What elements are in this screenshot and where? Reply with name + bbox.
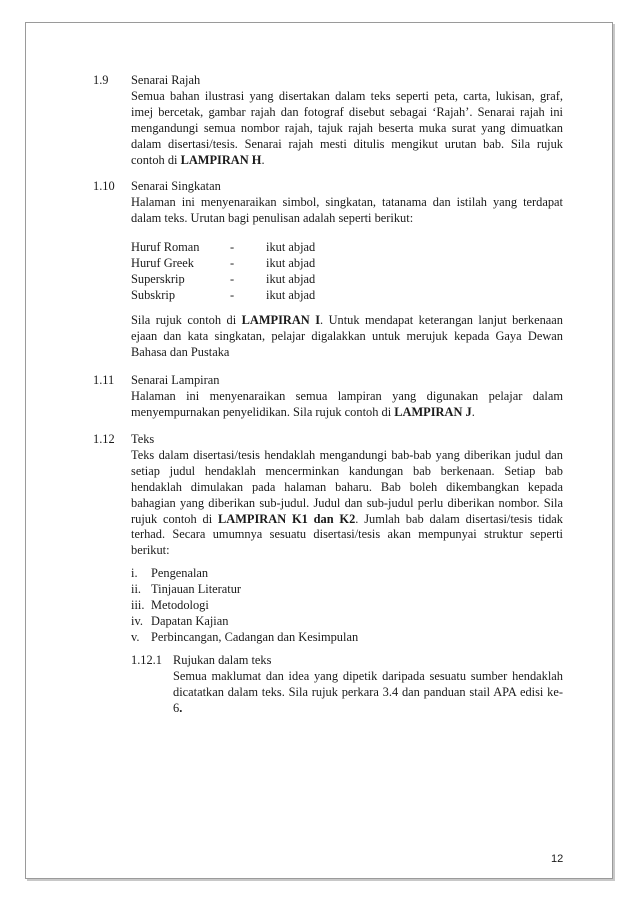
list-item (131, 566, 431, 582)
paragraph-text: Semua bahan ilustrasi yang disertakan dalam teks seperti peta, carta, lukisan, graf, imej bercetak, gambar rajah dan fotograf disebut sebagai ‘Rajah’. Senarai rajah ini mengandungi semua nombor rajah, tajuk rajah beserta muka surat yang dimuatkan dalam disertasi/tesis. Senarai rajah mesti ditulis mengikut urutan bab. Sila rujuk contoh di (131, 88, 563, 167)
table-cell-rule: ikut abjad (266, 287, 316, 302)
appendix-reference: LAMPIRAN I (241, 313, 321, 327)
section-senarai-singkatan (93, 179, 563, 227)
subsection-number: 1.12.1 (131, 653, 162, 667)
section-number: 1.12 (93, 432, 115, 446)
paragraph-text: . Jumlah bab dalam disertasi/tesis tidak terhad. Secara umumnya sesuatu disertasi/tesis akan mempunyai struktur seperti berikut: (131, 511, 563, 558)
table-row (131, 288, 431, 304)
list-item (131, 630, 431, 646)
list-item (131, 614, 431, 630)
paragraph-text: . (471, 404, 475, 419)
list-numeral: i. (131, 566, 138, 580)
paragraph-text: Teks dalam disertasi/tesis hendaklah mengandungi bab-bab yang diberikan judul dan setiap judul hendaklah mencerminkan kandungan bab berkenaan. Setiap bab hendaklah dimulakan pada halaman baharu. Bab boleh dikembangkan kepada bahagian yang diberikan sub-judul. Judul dan sub-judul perlu diberikan nombor. Sila rujuk contoh di (131, 447, 563, 526)
table-cell-rule: ikut abjad (266, 240, 316, 254)
section-singkatan-note (93, 313, 563, 361)
subsection-paragraph (173, 669, 563, 717)
table-cell-dash: - (230, 255, 235, 270)
section-number: 1.10 (93, 179, 115, 193)
section-paragraph (131, 389, 563, 421)
subsection-title: Rujukan dalam teks (173, 653, 272, 667)
list-label: Tinjauan Literatur (151, 581, 242, 596)
section-senarai-rajah (93, 73, 563, 168)
list-numeral: iv. (131, 613, 143, 628)
section-title: Senarai Singkatan (131, 179, 221, 193)
paragraph-text: . (179, 700, 183, 715)
section-paragraph (131, 448, 563, 559)
table-cell-dash: - (230, 287, 235, 302)
list-label: Metodologi (151, 597, 209, 612)
page-number: 12 (551, 853, 564, 865)
paragraph-text: Semua maklumat dan idea yang dipetik daripada sesuatu sumber hendaklah dicatatkan dalam teks. Sila rujuk perkara 3.4 dan panduan stail APA edisi ke-6 (173, 668, 563, 715)
list-numeral: ii. (131, 581, 141, 596)
section-title: Senarai Lampiran (131, 373, 220, 387)
chapter-structure-list (131, 566, 431, 645)
section-paragraph (131, 313, 563, 361)
table-cell-rule: ikut abjad (266, 255, 316, 270)
list-item (131, 582, 431, 598)
section-teks (93, 432, 563, 559)
section-number: 1.9 (93, 73, 109, 87)
table-cell-dash: - (230, 271, 235, 286)
section-title: Senarai Rajah (131, 73, 201, 87)
paragraph-text: . (261, 152, 265, 167)
list-numeral: iii. (131, 597, 145, 612)
subsection-rujukan-dalam-teks (131, 653, 563, 717)
appendix-reference: LAMPIRAN K1 dan K2 (218, 511, 356, 526)
section-paragraph: Halaman ini menyenaraikan simbol, singkatan, tatanama dan istilah yang terdapat dalam teks. Urutan bagi penulisan adalah seperti berikut: (131, 194, 563, 225)
section-number: 1.11 (93, 373, 115, 387)
section-senarai-lampiran (93, 373, 563, 421)
list-label: Pengenalan (151, 566, 209, 580)
list-label: Dapatan Kajian (151, 613, 229, 628)
table-cell-term: Huruf Greek (131, 255, 194, 270)
table-cell-term: Subskrip (131, 287, 176, 302)
table-row (131, 240, 431, 256)
list-label: Perbincangan, Cadangan dan Kesimpulan (151, 629, 359, 644)
table-row (131, 272, 431, 288)
section-title: Teks (131, 432, 155, 446)
abbreviation-order-table (131, 240, 431, 304)
table-cell-rule: ikut abjad (266, 271, 316, 286)
table-row (131, 256, 431, 272)
paragraph-text: . Untuk mendapat keterangan lanjut berkenaan ejaan dan kata singkatan, pelajar digalakkan untuk merujuk kepada Gaya Dewan Bahasa dan Pustaka (131, 313, 564, 359)
section-paragraph (131, 89, 563, 169)
table-cell-term: Superskrip (131, 271, 185, 286)
list-item (131, 598, 431, 614)
table-cell-dash: - (230, 240, 235, 254)
appendix-reference: LAMPIRAN H (180, 152, 262, 167)
paragraph-text: Halaman ini menyenaraikan semua lampiran yang digunakan pelajar dalam menyempurnakan penyelidikan. Sila rujuk contoh di (131, 388, 563, 419)
table-cell-term: Huruf Roman (131, 240, 200, 254)
list-numeral: v. (131, 629, 140, 644)
paragraph-text: Sila rujuk contoh di (131, 313, 242, 327)
appendix-reference: LAMPIRAN J (394, 404, 472, 419)
